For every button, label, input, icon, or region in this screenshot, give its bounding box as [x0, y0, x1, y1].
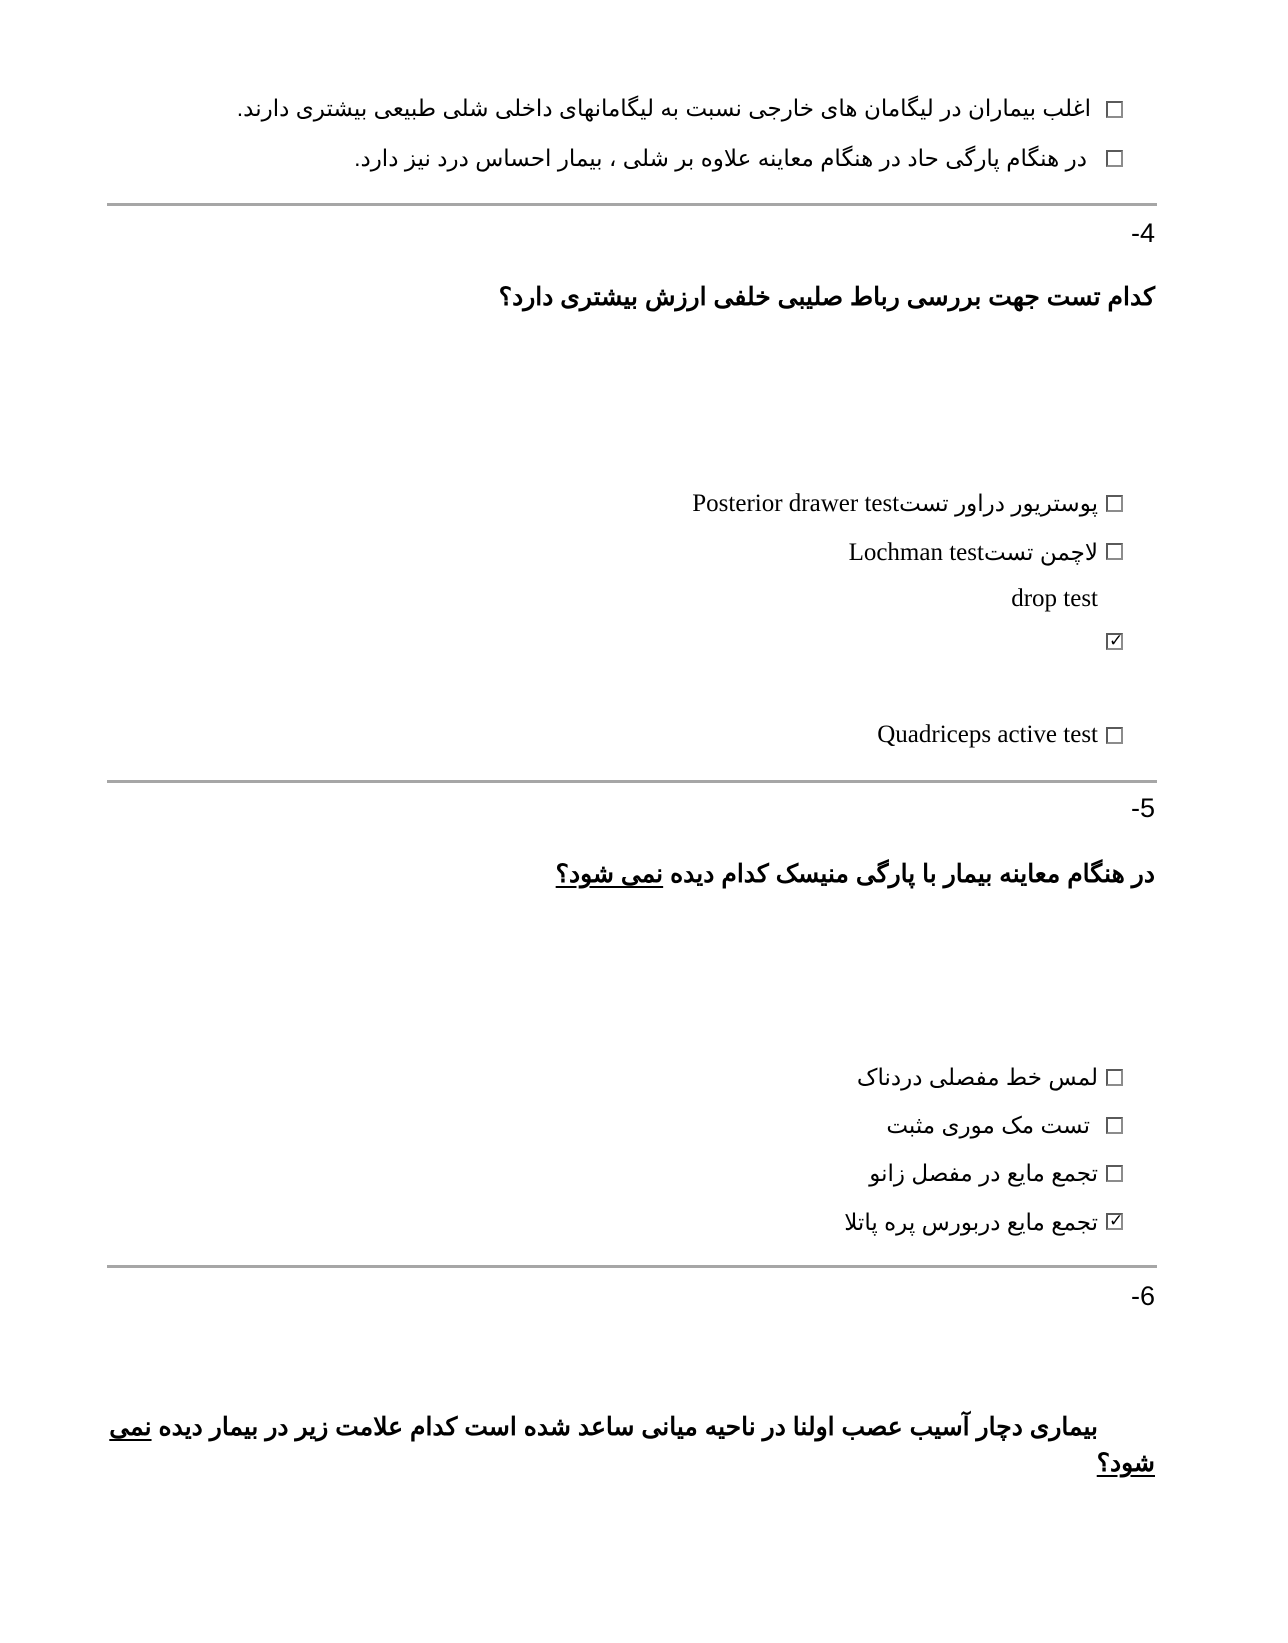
q4-option-1-checkbox[interactable]	[1106, 495, 1123, 512]
q4-option-4-checkbox[interactable]	[1106, 727, 1123, 744]
checkmark-icon: ✓	[1109, 631, 1124, 651]
q4-option-1-label	[692, 488, 1098, 519]
q6-number: -6	[1130, 1281, 1155, 1311]
q5-question-emphasis: نمی شود؟	[555, 860, 664, 888]
q3-option-2-checkbox[interactable]	[1106, 150, 1123, 167]
q6-question-line-2	[1097, 1446, 1155, 1480]
q5-question	[556, 857, 1155, 891]
q6-question-emphasis-2: شود؟	[1096, 1449, 1155, 1477]
q4-option-3-checkbox[interactable]	[1106, 633, 1123, 650]
divider-1	[107, 203, 1157, 206]
checkmark-icon: ✓	[1109, 1211, 1124, 1231]
divider-3	[107, 1265, 1157, 1268]
q4-option-2-checkbox[interactable]	[1106, 543, 1123, 560]
q5-option-1-text: لمس خط مفصلی دردناک	[856, 1064, 1098, 1090]
q4-option-2-label	[849, 537, 1098, 568]
q4-number: -4	[1130, 218, 1155, 248]
q4-option-2-en: Lochman test	[848, 539, 984, 566]
q5-option-4-checkbox[interactable]	[1106, 1213, 1123, 1230]
q4-option-1-en: Posterior drawer test	[692, 490, 900, 517]
q6-question-main: بیماری دچار آسیب عصب اولنا در ناحیه میانی ساعد شده است کدام علامت زیر در بیمار دیده	[151, 1413, 1098, 1441]
q3-option-1-checkbox[interactable]	[1106, 101, 1123, 118]
q6-question-line-1	[109, 1410, 1098, 1444]
q6-question-emphasis-1: نمی	[109, 1413, 152, 1441]
q5-option-4-text: تجمع مایع دربورس پره پاتلا	[844, 1209, 1098, 1235]
q5-option-3-checkbox[interactable]	[1106, 1165, 1123, 1182]
q3-option-1-text: اغلب بیماران در لیگامان های خارجی نسبت به لیگامانهای داخلی شلی طبیعی بیشتری دارند.	[236, 95, 1091, 121]
q5-question-main: در هنگام معاینه بیمار با پارگی منیسک کدام دیده	[663, 860, 1155, 888]
q4-option-1-fa: پوستریور دراور تست	[899, 490, 1098, 516]
q4-option-2-fa: لاچمن تست	[983, 539, 1098, 565]
divider-2	[107, 780, 1157, 783]
q4-option-4-text: Quadriceps active test	[877, 721, 1098, 748]
q4-question: کدام تست جهت بررسی رباط صلیبی خلفی ارزش بیشتری دارد؟	[498, 283, 1155, 311]
q5-option-2-text: تست مک موری مثبت	[886, 1112, 1090, 1138]
q5-number: -5	[1130, 793, 1155, 823]
q4-option-3-text: drop test	[1011, 585, 1098, 612]
q5-option-1-checkbox[interactable]	[1106, 1069, 1123, 1086]
q5-option-2-checkbox[interactable]	[1106, 1117, 1123, 1134]
q5-option-3-text: تجمع مایع در مفصل زانو	[869, 1160, 1098, 1186]
q3-option-2-text: در هنگام پارگی حاد در هنگام معاینه علاوه بر شلی ، بیمار احساس درد نیز دارد.	[354, 145, 1087, 171]
